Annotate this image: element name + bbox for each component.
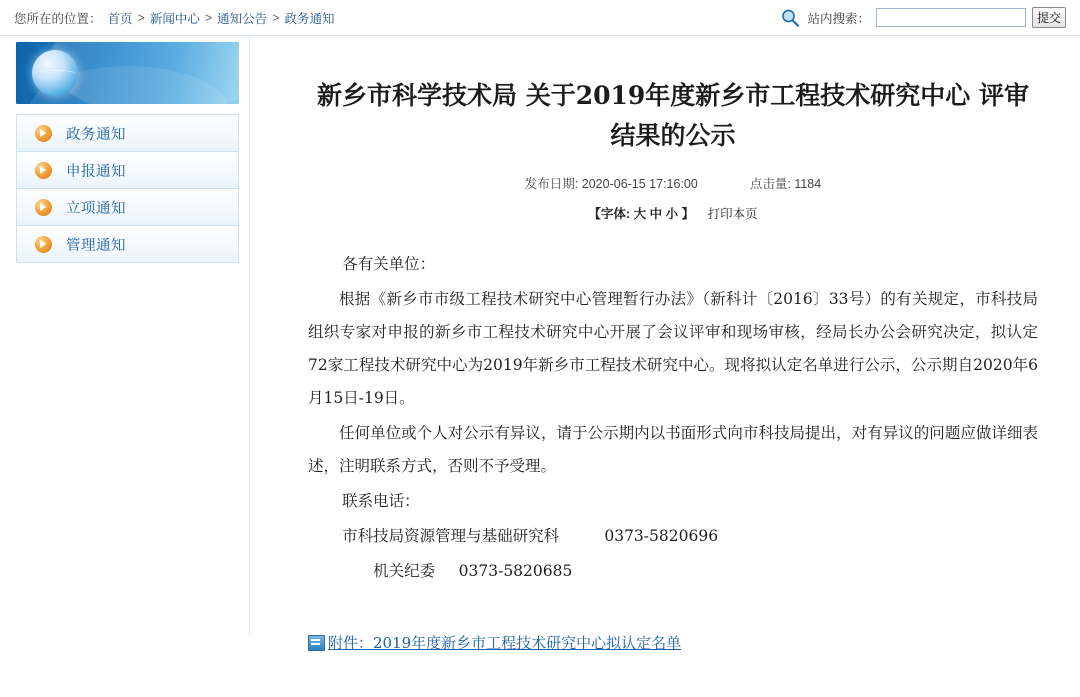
article-body xyxy=(308,248,1038,588)
font-size-label: 【字体: xyxy=(588,207,631,221)
sidebar-banner-image xyxy=(16,42,239,104)
font-size-medium[interactable]: 中 xyxy=(649,207,663,221)
sidebar-item-label: 管理通知 xyxy=(66,237,126,254)
site-search xyxy=(780,7,1066,28)
print-page-button[interactable]: 打印本页 xyxy=(707,207,758,221)
page-title: 新乡市科学技术局 关于2019年度新乡市工程技术研究中心 评审结果的公示 xyxy=(317,81,1029,150)
sidebar-item-gov-notice[interactable] xyxy=(17,115,238,152)
article-paragraph-1: 根据《新乡市市级工程技术研究中心管理暂行办法》（新科计〔2016〕33号）的有关规定，市科技局组织专家对申报的新乡市工程技术研究中心开展了会议评审和现场审核，经局长办公会研究决定，拟认定72家工程技术研究中心为2019年新乡市工程技术研究中心。现将拟认定名单进行公示，公示期自2020年6月15日-19日。 xyxy=(308,290,1038,407)
contact-phone-1: 0373-5820696 xyxy=(604,527,719,545)
hit-count-value: 1184 xyxy=(794,177,822,191)
search-icon xyxy=(780,8,800,28)
contact-row-1 xyxy=(308,520,1038,553)
contact-dept-1: 市科技局资源管理与基础研究科 xyxy=(342,527,560,545)
breadcrumb-item-notice[interactable]: 通知公告 xyxy=(217,11,268,26)
sidebar-nav xyxy=(16,114,239,263)
publish-date-value: 2020-06-15 17:16:00 xyxy=(581,177,698,191)
breadcrumb-separator: > xyxy=(204,10,213,25)
page-body xyxy=(0,36,1080,653)
contact-phone-2: 0373-5820685 xyxy=(458,562,573,580)
hit-count-label: 点击量: xyxy=(749,177,791,191)
submit-button[interactable]: 提交 xyxy=(1032,7,1066,28)
article-tools xyxy=(308,204,1038,222)
arrow-bullet-icon xyxy=(35,236,52,253)
location-label: 您所在的位置： xyxy=(14,11,102,26)
publish-date-label: 发布日期: xyxy=(524,177,579,191)
arrow-bullet-icon xyxy=(35,162,52,179)
sidebar-item-management-notice[interactable] xyxy=(17,226,238,263)
sidebar-item-label: 政务通知 xyxy=(66,126,126,143)
publish-date xyxy=(525,174,698,192)
sidebar xyxy=(0,36,250,636)
article-paragraph-contact-label: 联系电话： xyxy=(342,492,420,510)
article-paragraph-salutation: 各有关单位： xyxy=(342,255,436,273)
sidebar-item-application-notice[interactable] xyxy=(17,152,238,189)
article-content xyxy=(250,36,1080,653)
breadcrumb-item-gov-notice[interactable]: 政务通知 xyxy=(284,11,335,26)
sidebar-item-label: 立项通知 xyxy=(66,200,126,217)
arrow-bullet-icon xyxy=(35,125,52,142)
sidebar-item-project-notice[interactable] xyxy=(17,189,238,226)
attachment-icon xyxy=(308,635,325,651)
contact-row-2 xyxy=(308,555,1038,588)
arrow-bullet-icon xyxy=(35,199,52,216)
sidebar-item-label: 申报通知 xyxy=(66,163,126,180)
font-size-group xyxy=(588,207,697,221)
contact-dept-2: 机关纪委 xyxy=(373,562,436,580)
attachment-link[interactable]: 附件：2019年度新乡市工程技术研究中心拟认定名单 xyxy=(328,634,682,652)
attachment-row xyxy=(308,632,1038,653)
font-size-small[interactable]: 小 xyxy=(665,207,679,221)
globe-icon xyxy=(32,50,78,96)
hit-count xyxy=(750,174,821,192)
font-size-large[interactable]: 大 xyxy=(633,207,647,221)
top-bar xyxy=(0,0,1080,36)
breadcrumb xyxy=(108,9,335,27)
breadcrumb-item-home[interactable]: 首页 xyxy=(107,11,133,26)
article-meta xyxy=(308,174,1038,192)
font-size-label-end: 】 xyxy=(681,207,695,221)
search-label: 站内搜索： xyxy=(807,11,870,26)
breadcrumb-separator: > xyxy=(137,10,145,25)
search-input[interactable] xyxy=(876,8,1026,27)
article-paragraph-2: 任何单位或个人对公示有异议，请于公示期内以书面形式向市科技局提出，对有异议的问题应做详细表述，注明联系方式，否则不予受理。 xyxy=(308,424,1038,475)
breadcrumb-separator: > xyxy=(272,10,280,25)
breadcrumb-item-news[interactable]: 新闻中心 xyxy=(149,11,200,26)
